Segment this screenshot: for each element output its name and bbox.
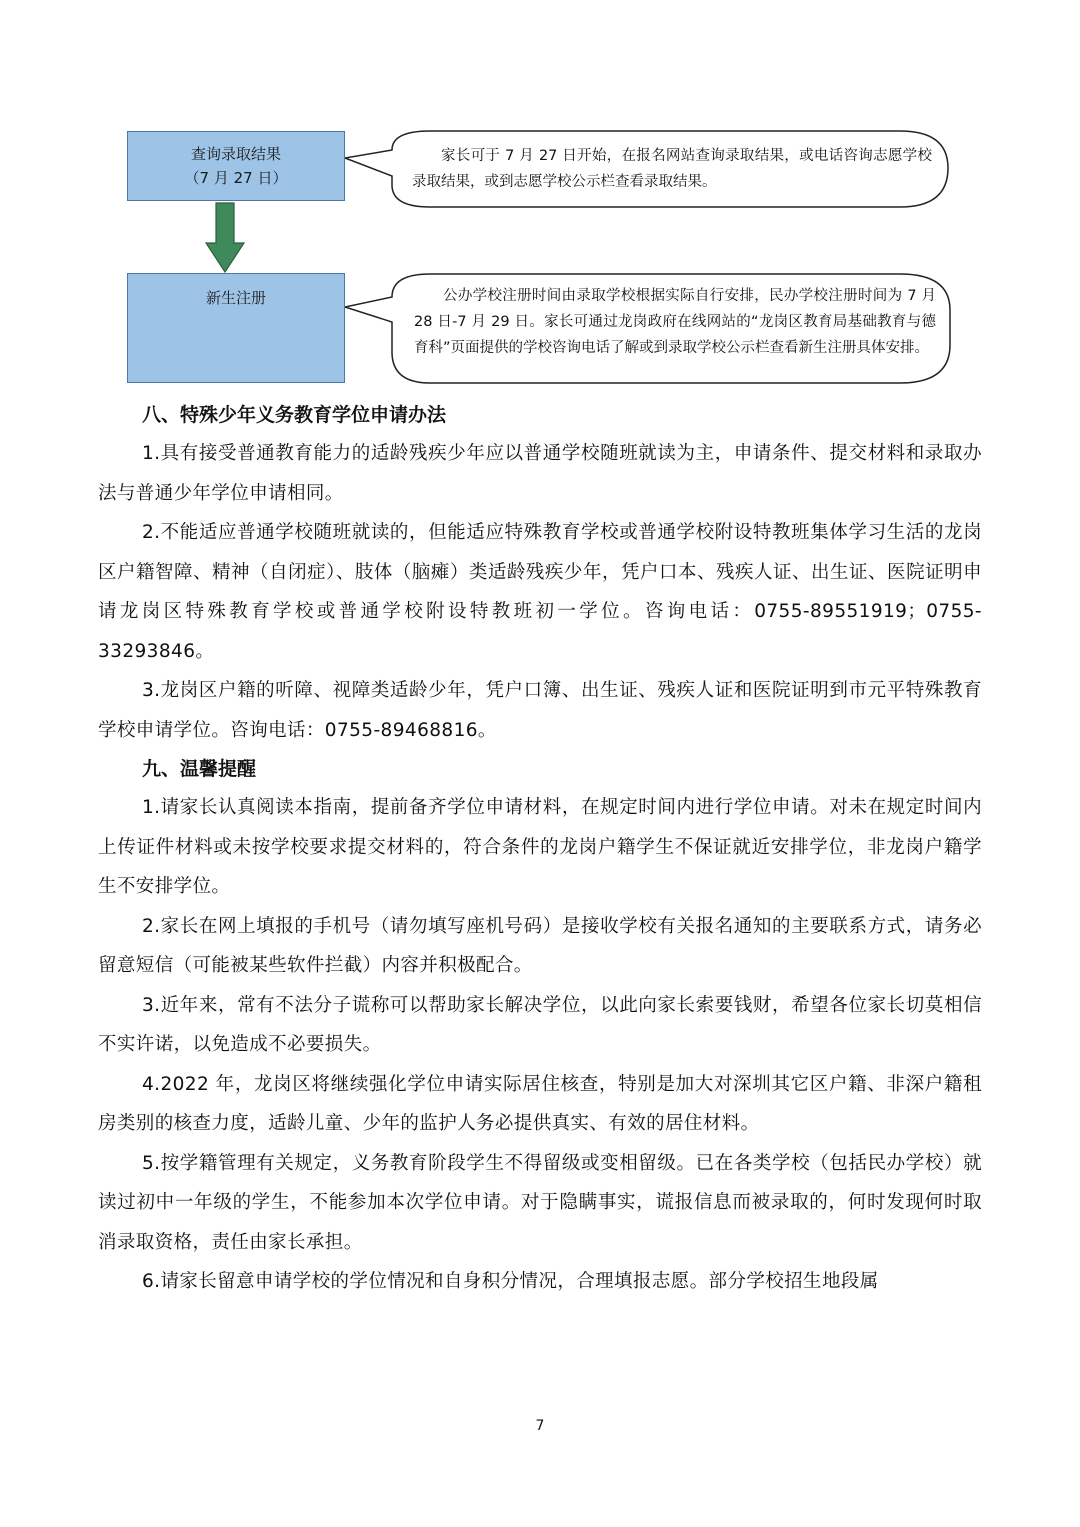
paragraph: 4.2022 年，龙岗区将继续强化学位申请实际居住核查，特别是加大对深圳其它区户籍、非深户籍租房类别的核查力度，适龄儿童、少年的监护人务必提供真实、有效的居住材料。 xyxy=(98,1073,982,1134)
paragraph: 6.请家长留意申请学校的学位情况和自身积分情况，合理填报志愿。部分学校招生地段属 xyxy=(142,1271,879,1292)
section-heading-special-education: 八、特殊少年义务教育学位申请办法 xyxy=(142,404,447,426)
step-date: （7 月 27 日） xyxy=(184,169,288,187)
paragraph: 1.具有接受普通教育能力的适龄残疾少年应以普通学校随班就读为主，申请条件、提交材料和录取办法与普通少年学位申请相同。 xyxy=(98,443,982,504)
paragraph: 3.龙岗区户籍的听障、视障类适龄少年，凭户口簿、出生证、残疾人证和医院证明到市元平特殊教育学校申请学位。咨询电话：0755-89468816。 xyxy=(98,680,982,741)
section-heading-reminders: 九、温馨提醒 xyxy=(142,758,257,780)
callout-text-query-results: 家长可于 7 月 27 日开始，在报名网站查询录取结果，或电话咨询志愿学校录取结果，或到志愿学校公示栏查看录取结果。 xyxy=(412,148,932,190)
paragraph: 3.近年来，常有不法分子谎称可以帮助家长解决学位，以此向家长索要钱财，希望各位家长切莫相信不实许诺，以免造成不必要损失。 xyxy=(98,994,982,1055)
paragraph: 2.不能适应普通学校随班就读的，但能适应特殊教育学校或普通学校附设特教班集体学习生活的龙岗区户籍智障、精神（自闭症）、肢体（脑瘫）类适龄残疾少年，凭户口本、残疾人证、出生证、医院证明申请龙岗区特殊教育学校或普通学校附设特教班初一学位。咨询电话：0755-89551919；0755-33293846。 xyxy=(98,522,982,662)
admission-flow-diagram xyxy=(0,0,1080,390)
document-body xyxy=(98,396,982,1302)
step-title: 新生注册 xyxy=(205,289,266,307)
paragraph: 1.请家长认真阅读本指南，提前备齐学位申请材料，在规定时间内进行学位申请。对未在规定时间内上传证件材料或未按学校要求提交材料的，符合条件的龙岗户籍学生不保证就近安排学位，非龙岗户籍学生不安排学位。 xyxy=(98,797,982,897)
paragraph: 5.按学籍管理有关规定，义务教育阶段学生不得留级或变相留级。已在各类学校（包括民办学校）就读过初中一年级的学生，不能参加本次学位申请。对于隐瞒事实，谎报信息而被录取的，何时发现何时取消录取资格，责任由家长承担。 xyxy=(98,1152,982,1253)
step-box-new-student-registration xyxy=(127,273,345,383)
paragraph: 2.家长在网上填报的手机号（请勿填写座机号码）是接收学校有关报名通知的主要联系方式，请务必留意短信（可能被某些软件拦截）内容并积极配合。 xyxy=(98,915,982,976)
step-title: 查询录取结果 xyxy=(190,145,281,163)
callout-text-registration: 公办学校注册时间由录取学校根据实际自行安排，民办学校注册时间为 7 月 28 日-7 月 29 日。家长可通过龙岗政府在线网站的“龙岗区教育局基础教育与德育科”页面提供的学校咨询电话了解或到录取学校公示栏查看新生注册具体安排。 xyxy=(414,288,936,356)
page-number: 7 xyxy=(535,1418,545,1434)
step-box-query-results xyxy=(127,131,345,201)
down-arrow-icon xyxy=(206,203,244,272)
